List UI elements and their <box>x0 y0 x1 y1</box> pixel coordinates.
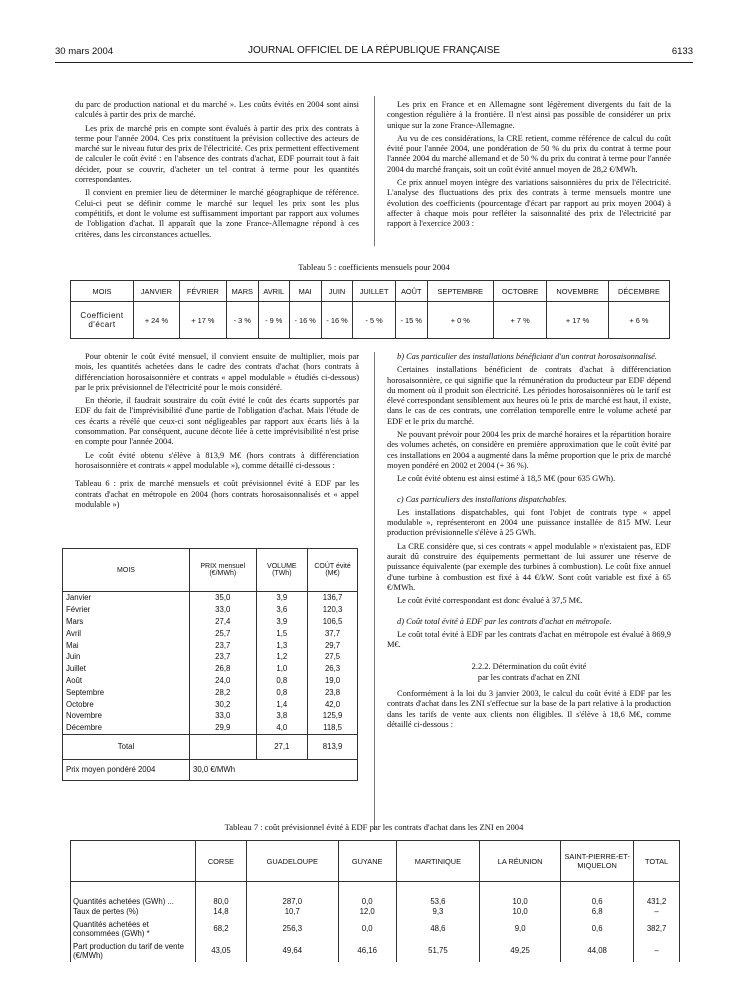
table-cell: 51,75 <box>396 940 479 962</box>
volume-cell: 1,3 <box>256 639 308 651</box>
column-divider <box>374 96 375 246</box>
paragraph: Les installations dispatchables, qui font l'objet de contrats type « appel modulable », représenteront en 2004 une puissance installée de 815 MW. Leur production prévisionnelle s'élève à 25 GWh. <box>387 507 671 538</box>
month-cell: Octobre <box>63 698 190 710</box>
volume-cell: 1,5 <box>256 627 308 639</box>
table-cell: 6,8 <box>561 906 634 918</box>
table-header-cell: VOLUME (TWh) <box>256 549 308 592</box>
price-cell: 25,7 <box>190 627 257 639</box>
table-cell: 48,6 <box>396 918 479 940</box>
volume-cell: 3,6 <box>256 604 308 616</box>
total-row <box>63 734 358 759</box>
table-row <box>63 663 358 675</box>
mid-right-column <box>387 352 671 733</box>
table-cell: + 7 % <box>493 302 546 339</box>
table-cell: 49,25 <box>480 940 561 962</box>
cost-cell: 42,0 <box>308 698 358 710</box>
table-header-cell: SEPTEMBRE <box>427 281 493 302</box>
row-label-line: Coefficient <box>80 311 124 320</box>
table-header-cell: TOTAL <box>634 841 680 882</box>
cost-cell: 29,7 <box>308 639 358 651</box>
volume-cell: 1,2 <box>256 651 308 663</box>
paragraph: Il convient en premier lieu de déterminer le marché géographique de référence. Celui-ci peut se définir comme le marché sur lequel les prix sont les plus compétitifs, et dont le volume est suffisamment important par rapport aux volumes de l'obligation d'achat. Il apparaît que la zone France-Allemagne répond à ces critères, dans les circonstances actuelles. <box>75 188 359 239</box>
volume-cell: 1,4 <box>256 698 308 710</box>
table-cell: 44,08 <box>561 940 634 962</box>
table-header-cell: LA RÉUNION <box>480 841 561 882</box>
section-title: c) Cas particuliers des installations dispatchables. <box>397 494 567 504</box>
paragraph: Certaines installations bénéficient de contrats d'achat à différenciation horosaisonnière, ce qui signifie que la rémunération du producteur par EDF dépend du moment où il produit son électricité. Les périodes horosaisonnières où le tarif est élevé correspondant sensiblement aux heures où le prix de marché est haut, il existe, dans le cas de ces contrats, une corrélation temporelle entre le volume acheté par EDF et le prix du marché. <box>387 365 671 426</box>
table-cell: 10,7 <box>246 906 338 918</box>
top-left-column <box>75 100 359 243</box>
volume-cell: 3,9 <box>256 616 308 628</box>
table-header-cell <box>71 841 196 882</box>
table-header-cell: COÛT évité (M€) <box>308 549 358 592</box>
cost-cell: 125,9 <box>308 710 358 722</box>
cost-cell: 106,5 <box>308 616 358 628</box>
table-cell: 53,6 <box>396 882 479 906</box>
table-header-cell: JUILLET <box>353 281 395 302</box>
subsection-heading-line: par les contrats d'achat en ZNI <box>477 672 581 682</box>
volume-cell: 3,8 <box>256 710 308 722</box>
table-row <box>63 686 358 698</box>
table-header-cell: NOVEMBRE <box>547 281 609 302</box>
table-row <box>63 604 358 616</box>
subsection-heading <box>387 662 671 683</box>
table-header-cell: MOIS <box>71 281 134 302</box>
table-header-cell: MAI <box>289 281 321 302</box>
table-header-cell: FÉVRIER <box>179 281 226 302</box>
table-row <box>71 918 680 940</box>
paragraph: Conformément à la loi du 3 janvier 2003, le calcul du coût évité à EDF par les contrats d'achat dans les ZNI s'effectue sur la base de la part relative à la production dans les tarifs de vente aux clients non éligibles. Il s'élève à 18,6 M€, comme détaillé ci-dessous : <box>387 689 671 729</box>
price-cell: 29,9 <box>190 722 257 734</box>
table-cell: - 5 % <box>353 302 395 339</box>
paragraph: Le coût évité correspondant est donc évalué à 37,5 M€. <box>397 596 583 606</box>
table-row <box>63 639 358 651</box>
table-header-cell: MARS <box>226 281 258 302</box>
table-row <box>63 698 358 710</box>
paragraph: Pour obtenir le coût évité mensuel, il convient ensuite de multiplier, mois par mois, les quantités achetées dans le cadre des contrats d'achat (hors contrats à différenciation horosaisonnière et contrats « appel modulable » étudiés ci-dessous) par le prix prévisionnel de l'électricité pour le mois considéré. <box>75 352 359 392</box>
table-row <box>63 651 358 663</box>
cost-cell: 19,0 <box>308 675 358 687</box>
paragraph: Le coût total évité à EDF par les contrats d'achat en métropole est évalué à 869,9 M€. <box>387 629 671 650</box>
section-title: b) Cas particulier des installations bénéficiant d'un contrat horosaisonnalisé. <box>397 352 657 361</box>
table-cell: + 17 % <box>547 302 609 339</box>
table-header-cell: AOÛT <box>395 281 427 302</box>
cost-cell: 37,7 <box>308 627 358 639</box>
price-cell: 23,7 <box>190 639 257 651</box>
price-cell: 30,2 <box>190 698 257 710</box>
table-header-row <box>71 841 680 882</box>
table-header-cell: GUYANE <box>338 841 396 882</box>
price-cell: 23,7 <box>190 651 257 663</box>
table-cell: 0,6 <box>561 918 634 940</box>
month-cell: Mai <box>63 639 190 651</box>
table-cell: - 16 % <box>321 302 353 339</box>
table-cell: 9,0 <box>480 918 561 940</box>
table-header-cell: PRIX mensuel (€/MWh) <box>190 549 257 592</box>
table-header-cell: SAINT-PIERRE-ET-MIQUELON <box>561 841 634 882</box>
table-header-cell: AVRIL <box>258 281 289 302</box>
table-cell: 0,0 <box>338 918 396 940</box>
table-cell: - 15 % <box>395 302 427 339</box>
table-cell: + 24 % <box>134 302 180 339</box>
volume-cell: 0,8 <box>256 686 308 698</box>
table-header-cell: DÉCEMBRE <box>608 281 669 302</box>
table7-caption: Tableau 7 : coût prévisionnel évité à EDF par les contrats d'achat dans les ZNI en 2004 <box>224 822 524 832</box>
table-cell: 12,0 <box>338 906 396 918</box>
month-cell: Novembre <box>63 710 190 722</box>
table-cell: 46,16 <box>338 940 396 962</box>
price-cell: 33,0 <box>190 604 257 616</box>
table-cell: – <box>634 940 680 962</box>
paragraph: La CRE considère que, si ces contrats « appel modulable » n'existaient pas, EDF aurait dû construire des équipements permettant de lui assurer une réserve de puissance équivalente (par exemple des turbines à combustion). Le coût fixe annuel d'une turbine à combustion est fixé à 44 €/kW. Sont coût variable est fixé à 65 €/MWh. <box>387 541 671 592</box>
month-cell: Juin <box>63 651 190 663</box>
total-volume: 27,1 <box>256 734 308 759</box>
table-cell: + 6 % <box>608 302 669 339</box>
empty-cell <box>190 734 257 759</box>
table-cell: – <box>634 906 680 918</box>
row-label: Quantités achetées et consommées (GWh) * <box>71 918 196 940</box>
row-label <box>71 302 134 339</box>
table-cell: + 0 % <box>427 302 493 339</box>
average-price-label: Prix moyen pondéré 2004 <box>63 759 190 780</box>
table-header-cell: JUIN <box>321 281 353 302</box>
table-cell: + 17 % <box>179 302 226 339</box>
table-cell: - 3 % <box>226 302 258 339</box>
paragraph: En théorie, il faudrait soustraire du coût évité le coût des écarts supportés par EDF du fait de l'imprévisibilité d'une partie de l'obligation d'achat. Mais l'étude de ces écarts a révélé que ceux-ci sont négligeables par rapport aux écarts liés à la consommation. Par conséquent, aucune décote liée à cette imprévisibilité n'est prise en compte pour l'année 2004. <box>75 396 359 447</box>
table-row <box>71 882 680 906</box>
table-header-cell: MOIS <box>63 549 190 592</box>
row-label: Quantités achetées (GWh) ... <box>71 882 196 906</box>
month-cell: Décembre <box>63 722 190 734</box>
section-title: d) Coût total évité à EDF par les contrats d'achat en métropole. <box>397 616 612 626</box>
page-header <box>55 44 693 60</box>
table-row <box>71 940 680 962</box>
table-cell: 9,3 <box>396 906 479 918</box>
table-header-row <box>63 549 358 592</box>
paragraph: Le coût évité obtenu est ainsi estimé à 18,5 M€ (pour 635 GWh). <box>397 474 616 484</box>
paragraph: du parc de production national et du marché ». Les coûts évités en 2004 sont ainsi calculés à partir des prix de marché. <box>75 100 359 120</box>
month-cell: Avril <box>63 627 190 639</box>
table-cell: 43,05 <box>196 940 247 962</box>
price-cell: 28,2 <box>190 686 257 698</box>
paragraph: Les prix de marché pris en compte sont évalués à partir des prix des contrats à terme pour l'année 2004. Ces prix constituent la prévision collective des acteurs de marché sur le niveau futur des prix de l'électricité. Ces prix permettent effectivement de calculer le coût évité : en l'absence des contrats d'achat, EDF pourrait tout à fait décider, pour se couvrir, d'acheter un tel contrat à terme pour les quantités correspondantes. <box>75 123 359 185</box>
paragraph: Ne pouvant prévoir pour 2004 les prix de marché horaires et la répartition horaire des volumes achetés, on considère en première approximation que le coût évité par ces installations en 2004 a augmenté dans la même proportion que le prix de marché moyen pondéré en 2002 et 2004 (+ 36 %). <box>387 430 671 470</box>
volume-cell: 1,0 <box>256 663 308 675</box>
table-cell: 0,0 <box>338 882 396 906</box>
table5-monthly-coefficients <box>70 280 670 339</box>
table-cell: 10,0 <box>480 906 561 918</box>
header-rule <box>55 62 693 63</box>
table-cell: 80,0 <box>196 882 247 906</box>
paragraph: Les prix en France et en Allemagne sont légèrement divergents du fait de la congestion régulière à la frontière. Il n'est ainsi pas possible de considérer un prix unique sur la zone France-Allemagne. <box>387 100 671 130</box>
month-cell: Août <box>63 675 190 687</box>
table-cell: 287,0 <box>246 882 338 906</box>
price-cell: 35,0 <box>190 592 257 604</box>
table-row <box>63 722 358 734</box>
row-label: Part production du tarif de vente (€/MWh) <box>71 940 196 962</box>
price-cell: 26,8 <box>190 663 257 675</box>
table-cell: 256,3 <box>246 918 338 940</box>
table-row <box>71 906 680 918</box>
table-row <box>63 616 358 628</box>
cost-cell: 136,7 <box>308 592 358 604</box>
month-cell: Juillet <box>63 663 190 675</box>
paragraph: Au vu de ces considérations, la CRE retient, comme référence de calcul du coût évité pour l'année 2004, une pondération de 50 % du prix du contrat à terme pour l'année 2004 du marché allemand et de 50 % du prix du contrat à terme pour l'année 2004 du marché français, soit un coût évité annuel moyen de 28,2 €/MWh. <box>387 133 671 174</box>
table-header-cell: CORSE <box>196 841 247 882</box>
table-header-cell: MARTINIQUE <box>396 841 479 882</box>
journal-title: JOURNAL OFFICIEL DE LA RÉPUBLIQUE FRANÇAISE <box>247 45 501 56</box>
table-cell: 431,2 <box>634 882 680 906</box>
mid-left-column <box>75 352 359 513</box>
total-label: Total <box>63 734 190 759</box>
table-cell: 68,2 <box>196 918 247 940</box>
price-cell: 33,0 <box>190 710 257 722</box>
paragraph: Ce prix annuel moyen intègre des variations saisonnières du prix de l'électricité. L'analyse des fluctuations des prix des contrats à terme mensuels montre une évolution des coefficients (pourcentage d'écart par rapport au prix moyen 2004) à affecter à chaque mois pour refléter la saisonnalité des prix de l'électricité par rapport à l'exercice 2003 : <box>387 178 671 229</box>
table-header-cell: OCTOBRE <box>493 281 546 302</box>
average-price-row <box>63 759 358 780</box>
table-header-cell: JANVIER <box>134 281 180 302</box>
table-header-cell: GUADELOUPE <box>246 841 338 882</box>
table6-caption: Tableau 6 : prix de marché mensuels et coût prévisionnel évité à EDF par les contrats d'achat en métropole en 2004 (hors contrats horosaisonnalisés et « appel modulable ») <box>75 479 359 509</box>
table6-monthly-avoided-cost <box>62 548 358 781</box>
price-cell: 27,4 <box>190 616 257 628</box>
volume-cell: 3,9 <box>256 592 308 604</box>
cost-cell: 118,5 <box>308 722 358 734</box>
total-cost: 813,9 <box>308 734 358 759</box>
table-header-row <box>71 281 670 302</box>
table-row <box>71 302 670 339</box>
cost-cell: 23,8 <box>308 686 358 698</box>
month-cell: Janvier <box>63 592 190 604</box>
volume-cell: 0,8 <box>256 675 308 687</box>
page-number: 6133 <box>671 46 693 57</box>
month-cell: Février <box>63 604 190 616</box>
table-row <box>63 675 358 687</box>
issue-date: 30 mars 2004 <box>55 46 114 57</box>
table-cell: 14,8 <box>196 906 247 918</box>
paragraph: Le coût évité obtenu s'élève à 813,9 M€ (hors contrats à différenciation horosaisonnière et contrats « appel modulable »), comme détaillé ci-dessous : <box>75 450 359 470</box>
cost-cell: 120,3 <box>308 604 358 616</box>
price-cell: 24,0 <box>190 675 257 687</box>
table-cell: 49,64 <box>246 940 338 962</box>
row-label: Taux de pertes (%) <box>71 906 196 918</box>
cost-cell: 27,5 <box>308 651 358 663</box>
table5-caption: Tableau 5 : coefficients mensuels pour 2004 <box>298 262 450 272</box>
column-divider <box>374 352 375 830</box>
month-cell: Mars <box>63 616 190 628</box>
table-cell: 382,7 <box>634 918 680 940</box>
table-row <box>63 592 358 604</box>
month-cell: Septembre <box>63 686 190 698</box>
table-cell: 0,6 <box>561 882 634 906</box>
table-row <box>63 627 358 639</box>
table-cell: - 9 % <box>258 302 289 339</box>
average-price-value: 30,0 €/MWh <box>190 759 358 780</box>
table-cell: 10,0 <box>480 882 561 906</box>
subsection-heading-line: 2.2.2. Détermination du coût évité <box>471 662 587 672</box>
table7-zni-avoided-cost <box>70 840 680 962</box>
table-cell: - 16 % <box>289 302 321 339</box>
cost-cell: 26,3 <box>308 663 358 675</box>
table-row <box>63 710 358 722</box>
volume-cell: 4,0 <box>256 722 308 734</box>
top-right-column <box>387 100 671 233</box>
row-label-line: d'écart <box>88 320 116 329</box>
